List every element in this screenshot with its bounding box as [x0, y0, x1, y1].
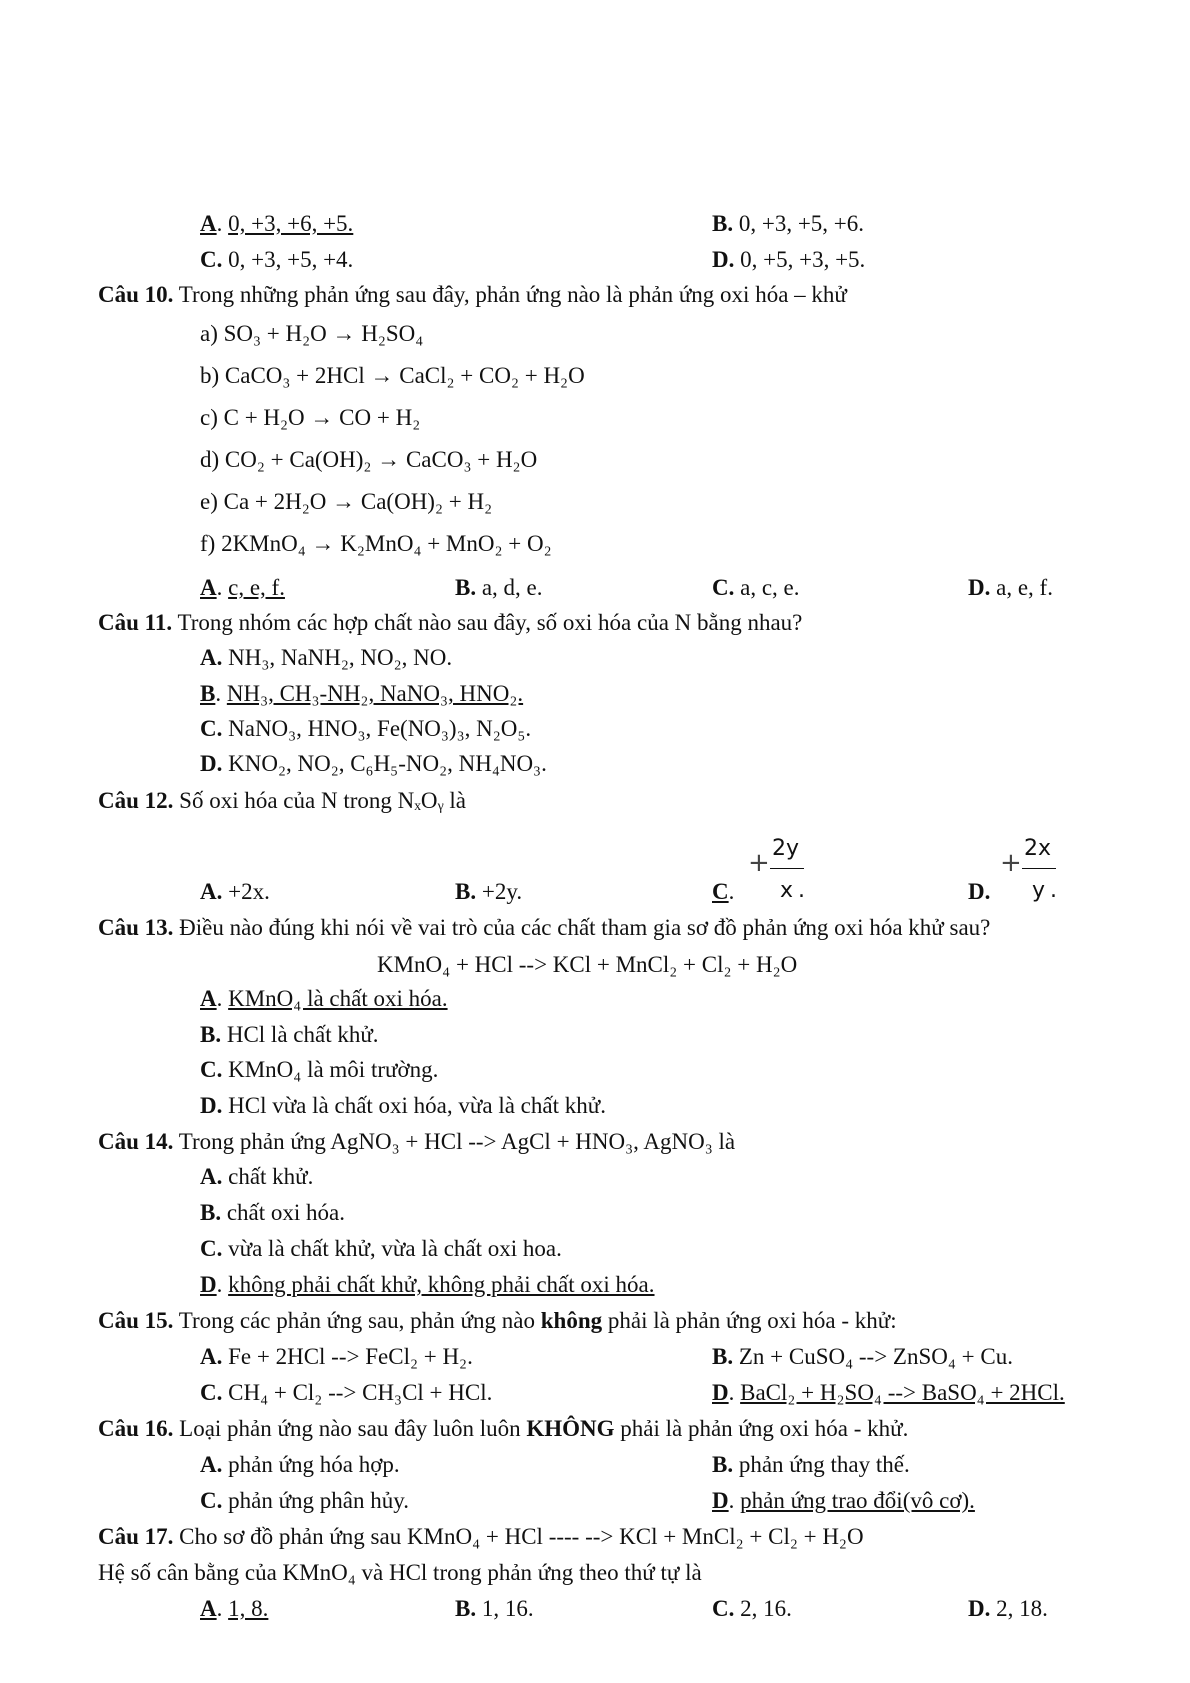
q15-option-b-text: Zn + CuSO₄ --> ZnSO₄ + Cu.: [733, 1344, 1013, 1369]
q16-option-d[interactable]: D. phản ứng trao đổi(vô cơ).: [712, 1488, 975, 1513]
q17-option-c-text: 2, 16.: [734, 1596, 792, 1621]
q13-option-b-text: HCl là chất khử.: [221, 1022, 379, 1047]
q17-option-d[interactable]: [968, 1597, 1048, 1620]
q14-option-a[interactable]: [200, 1165, 313, 1188]
q9-option-a-key: A: [200, 211, 217, 236]
q14-option-b-text: chất oxi hóa.: [221, 1200, 345, 1225]
q10-question: [98, 283, 847, 306]
q16-option-d-key: D: [712, 1488, 729, 1513]
q13-option-a[interactable]: A. KMnO₄ là chất oxi hóa.: [200, 986, 448, 1011]
q17-option-a-key: A: [200, 1596, 217, 1621]
q16-option-c-text: phản ứng phân hủy.: [222, 1488, 410, 1513]
q17-option-d-key: D.: [968, 1596, 991, 1621]
q17-option-b-text: 1, 16.: [476, 1596, 534, 1621]
q15-option-b[interactable]: [712, 1345, 1013, 1368]
q11-option-c[interactable]: [200, 717, 531, 740]
q15-option-a-text: Fe + 2HCl --> FeCl₂ + H₂.: [222, 1344, 473, 1369]
q15-option-d-key: D: [712, 1380, 729, 1405]
q12-option-b-key: B.: [455, 879, 477, 904]
q16-option-a-text: phản ứng hóa hợp.: [222, 1452, 400, 1477]
q16-text-post: phải là phản ứng oxi hóa - khử.: [614, 1416, 909, 1441]
q14-option-a-key: A.: [200, 1164, 223, 1189]
q17-question-line2: Hệ số cân bằng của KMnO₄ và HCl trong phản ứng theo thứ tự là: [98, 1560, 702, 1585]
q16-text-pre: Loại phản ứng nào sau đây luôn luôn: [173, 1416, 527, 1441]
q14-text: Trong phản ứng AgNO₃ + HCl --> AgCl + HNO₃, AgNO₃ là: [173, 1129, 736, 1154]
q10-option-d-text: a, e, f.: [990, 575, 1053, 600]
q10-option-c-text: a, c, e.: [734, 575, 800, 600]
q13-option-d-text: HCl vừa là chất oxi hóa, vừa là chất khử.: [222, 1093, 606, 1118]
q9-option-d-text: 0, +5, +3, +5.: [734, 247, 866, 272]
q10-reaction-d: d) CO₂ + Ca(OH)₂ → CaCO₃ + H₂O: [200, 447, 538, 472]
q10-option-c-key: C.: [712, 575, 735, 600]
q15-option-d-text: BaCl₂ + H₂SO₄ --> BaSO₄ + 2HCl.: [740, 1380, 1065, 1405]
q11-option-d-text: KNO₂, NO₂, C₆H₅-NO₂, NH₄NO₃.: [222, 751, 547, 776]
q14-option-a-text: chất khử.: [222, 1164, 314, 1189]
q12-option-c-numerator: 2y: [772, 836, 800, 861]
q17-label: Câu 17.: [98, 1524, 174, 1549]
q15-option-b-key: B.: [712, 1344, 734, 1369]
q15-question: [98, 1309, 897, 1332]
q16-question: [98, 1417, 908, 1440]
q10-reaction-e: e) Ca + 2H₂O → Ca(OH)₂ + H₂: [200, 489, 493, 514]
q14-option-c-text: vừa là chất khử, vừa là chất oxi hoa.: [222, 1236, 562, 1261]
q10-option-a[interactable]: A. c, e, f.: [200, 575, 285, 600]
q13-option-d[interactable]: [200, 1094, 606, 1117]
q14-option-c[interactable]: [200, 1237, 562, 1260]
q16-label: Câu 16.: [98, 1416, 174, 1441]
q12-option-d-denominator: y: [1032, 878, 1046, 903]
q11-option-c-key: C.: [200, 716, 223, 741]
q11-text: Trong nhóm các hợp chất nào sau đây, số oxi hóa của N bằng nhau?: [172, 610, 803, 635]
q16-option-d-text: phản ứng trao đổi(vô cơ).: [740, 1488, 975, 1513]
q13-option-b[interactable]: [200, 1023, 379, 1046]
q16-option-b[interactable]: [712, 1453, 910, 1476]
q14-option-b-key: B.: [200, 1200, 222, 1225]
q10-reaction-c: c) C + H₂O → CO + H₂: [200, 405, 421, 430]
q16-option-b-text: phản ứng thay thế.: [733, 1452, 910, 1477]
q13-option-c[interactable]: [200, 1058, 438, 1081]
q10-option-c[interactable]: [712, 576, 800, 599]
q11-option-a[interactable]: [200, 646, 452, 669]
q12-option-a-text: +2x.: [222, 879, 270, 904]
q17-text: Cho sơ đồ phản ứng sau KMnO₄ + HCl ---- --> KCl + MnCl₂ + Cl₂ + H₂O: [173, 1524, 864, 1549]
q11-question: [98, 611, 802, 634]
q14-option-d-key: D: [200, 1272, 217, 1297]
q11-label: Câu 11.: [98, 610, 173, 635]
q17-question: [98, 1525, 864, 1548]
q13-option-c-text: KMnO₄ là môi trường.: [222, 1057, 439, 1082]
q13-option-a-text: KMnO₄ là chất oxi hóa.: [228, 986, 448, 1011]
q17-option-c-key: C.: [712, 1596, 735, 1621]
q12-option-a-key: A.: [200, 879, 223, 904]
q10-reaction-b: b) CaCO₃ + 2HCl → CaCl₂ + CO₂ + H₂O: [200, 363, 585, 388]
q11-option-a-text: NH₃, NaNH₂, NO₂, NO.: [222, 645, 453, 670]
q13-question: [98, 916, 990, 939]
q10-option-a-key: A: [200, 575, 217, 600]
q10-text: Trong những phản ứng sau đây, phản ứng nào là phản ứng oxi hóa – khử: [173, 282, 847, 307]
q12-label: Câu 12.: [98, 788, 174, 813]
q14-option-d-text: không phải chất khử, không phải chất oxi hóa.: [228, 1272, 655, 1297]
q12-option-c[interactable]: C.: [712, 879, 735, 904]
q12-option-d[interactable]: [968, 880, 990, 903]
q13-option-b-key: B.: [200, 1022, 222, 1047]
q13-option-a-key: A: [200, 986, 217, 1011]
q9-option-c-text: 0, +3, +5, +4.: [222, 247, 354, 272]
q9-option-a[interactable]: A. 0, +3, +6, +5.: [200, 211, 354, 236]
q13-label: Câu 13.: [98, 915, 174, 940]
q15-option-a[interactable]: [200, 1345, 473, 1368]
q10-option-a-text: c, e, f.: [228, 575, 285, 600]
q12-question: [98, 789, 466, 812]
q17-option-a[interactable]: A. 1, 8.: [200, 1596, 269, 1621]
q11-option-c-text: NaNO₃, HNO₃, Fe(NO₃)₃, N₂O₅.: [222, 716, 532, 741]
q11-option-a-key: A.: [200, 645, 223, 670]
q10-option-d[interactable]: [968, 576, 1053, 599]
q9-option-a-text: 0, +3, +6, +5.: [228, 211, 354, 236]
q12-option-a[interactable]: [200, 880, 270, 903]
q12-option-c-denominator: x: [780, 878, 794, 903]
q16-option-c-key: C.: [200, 1488, 223, 1513]
q10-option-d-key: D.: [968, 575, 991, 600]
q16-text-bold: KHÔNG: [526, 1416, 615, 1441]
q13-text: Điều nào đúng khi nói về vai trò của các chất tham gia sơ đồ phản ứng oxi hóa khử sau?: [173, 915, 991, 940]
q14-option-b[interactable]: [200, 1201, 345, 1224]
q13-option-c-key: C.: [200, 1057, 223, 1082]
q11-option-d[interactable]: [200, 752, 547, 775]
q17-option-d-text: 2, 18.: [990, 1596, 1048, 1621]
q9-option-d-key: D.: [712, 247, 735, 272]
q13-equation: KMnO₄ + HCl --> KCl + MnCl₂ + Cl₂ + H₂O: [377, 952, 798, 977]
q10-reaction-a: a) SO₃ + H₂O → H₂SO₄: [200, 321, 424, 346]
q16-option-b-key: B.: [712, 1452, 734, 1477]
q12-option-d-fraction: + 2x y .: [1000, 836, 1057, 903]
q15-label: Câu 15.: [98, 1308, 174, 1333]
q10-option-b-text: a, d, e.: [476, 575, 543, 600]
q11-option-b-key: B: [200, 681, 216, 706]
q15-option-c-text: CH₄ + Cl₂ --> CH₃Cl + HCl.: [222, 1380, 493, 1405]
q11-option-b[interactable]: B. NH₃, CH₃-NH₂, NaNO₃, HNO₂.: [200, 681, 524, 706]
q12-option-d-numerator: 2x: [1024, 836, 1052, 861]
q16-option-a[interactable]: [200, 1453, 400, 1476]
q10-label: Câu 10.: [98, 282, 174, 307]
q10-option-b[interactable]: [455, 576, 543, 599]
q12-text: Số oxi hóa của N trong NₓOᵧ là: [173, 788, 466, 813]
q16-option-c[interactable]: [200, 1489, 409, 1512]
q10-reaction-f: f) 2KMnO₄ → K₂MnO₄ + MnO₂ + O₂: [200, 531, 552, 556]
q14-option-d[interactable]: D. không phải chất khử, không phải chất oxi hóa.: [200, 1272, 655, 1297]
q11-option-d-key: D.: [200, 751, 223, 776]
q10-option-b-key: B.: [455, 575, 477, 600]
q17-option-a-text: 1, 8.: [228, 1596, 269, 1621]
q17-option-b[interactable]: [455, 1597, 534, 1620]
q12-option-b[interactable]: [455, 880, 522, 903]
q16-option-a-key: A.: [200, 1452, 223, 1477]
q9-option-b-key: B.: [712, 211, 734, 236]
q12-option-b-text: +2y.: [476, 879, 523, 904]
q9-option-c-key: C.: [200, 247, 223, 272]
q14-question: [98, 1130, 735, 1153]
q15-text-bold: không: [540, 1308, 603, 1333]
q15-option-a-key: A.: [200, 1344, 223, 1369]
q12-option-c-fraction: + 2y x .: [748, 836, 805, 903]
q12-option-c-key: C: [712, 879, 729, 904]
q17-option-b-key: B.: [455, 1596, 477, 1621]
q11-option-b-text: NH₃, CH₃-NH₂, NaNO₃, HNO₂.: [226, 681, 524, 706]
q15-text-pre: Trong các phản ứng sau, phản ứng nào: [173, 1308, 541, 1333]
q9-option-b-text: 0, +3, +5, +6.: [733, 211, 865, 236]
q12-option-d-key: D.: [968, 879, 991, 904]
q15-option-d[interactable]: D. BaCl₂ + H₂SO₄ --> BaSO₄ + 2HCl.: [712, 1380, 1065, 1405]
q17-option-c[interactable]: [712, 1597, 792, 1620]
q15-option-c[interactable]: [200, 1381, 492, 1404]
q14-option-c-key: C.: [200, 1236, 223, 1261]
q15-text-post: phải là phản ứng oxi hóa - khử:: [602, 1308, 897, 1333]
q9-option-b[interactable]: [712, 212, 864, 235]
q15-option-c-key: C.: [200, 1380, 223, 1405]
q14-label: Câu 14.: [98, 1129, 174, 1154]
q13-option-d-key: D.: [200, 1093, 223, 1118]
q9-option-c[interactable]: [200, 248, 353, 271]
q9-option-d[interactable]: [712, 248, 865, 271]
